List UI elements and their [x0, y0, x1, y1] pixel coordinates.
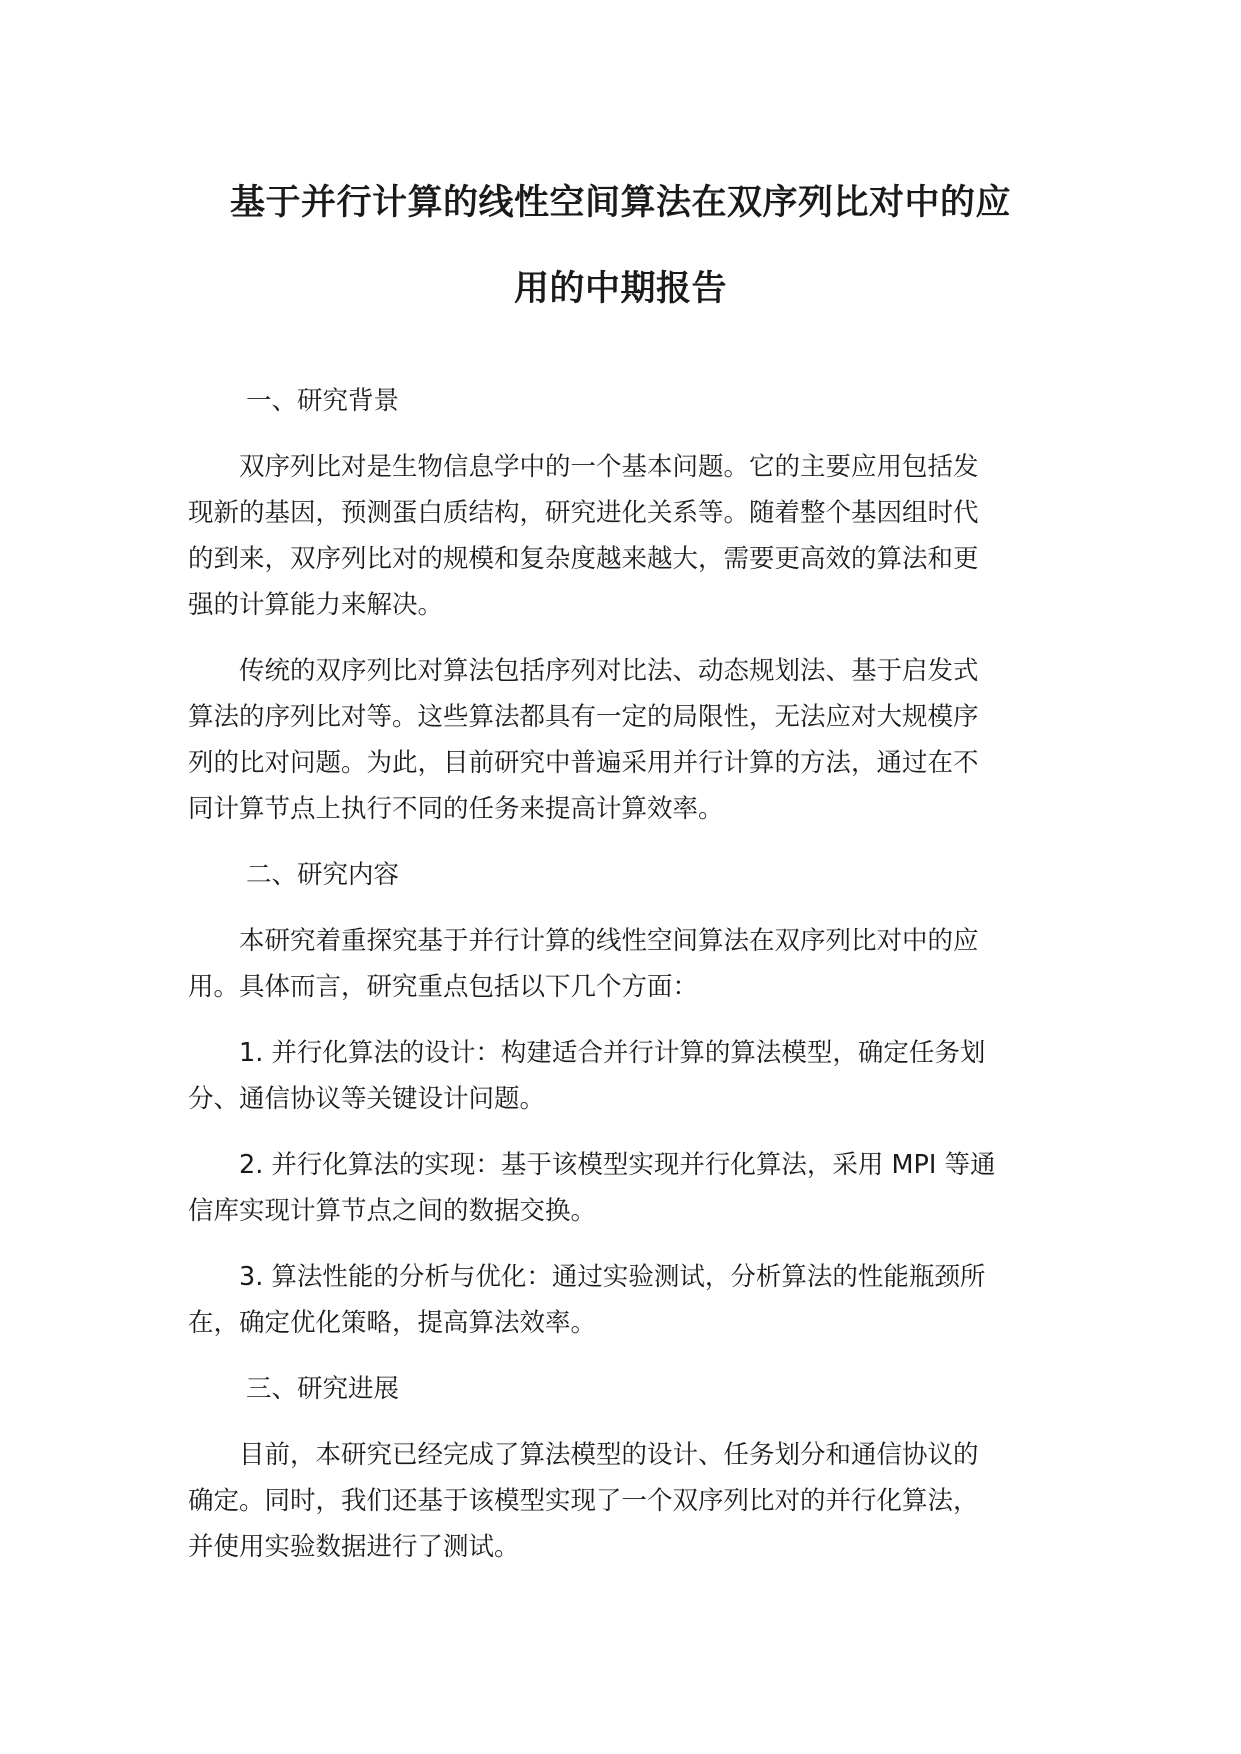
section-heading-background: 一、研究背景 [246, 386, 400, 416]
paragraph-line: 在，确定优化策略，提高算法效率。 [188, 1308, 597, 1338]
paragraph-line: 确定。同时，我们还基于该模型实现了一个双序列比对的并行化算法， [188, 1486, 979, 1516]
paragraph-line: 3. 算法性能的分析与优化：通过实验测试，分析算法的性能瓶颈所 [188, 1262, 986, 1292]
paragraph-line: 同计算节点上执行不同的任务来提高计算效率。 [188, 794, 724, 824]
paragraph-line: 现新的基因，预测蛋白质结构，研究进化关系等。随着整个基因组时代 [188, 498, 979, 528]
paragraph-line: 的到来，双序列比对的规模和复杂度越来越大，需要更高效的算法和更 [188, 544, 979, 574]
paragraph-background-2 [188, 648, 1043, 832]
paragraph-line: 2. 并行化算法的实现：基于该模型实现并行化算法，采用 MPI 等通 [188, 1150, 996, 1180]
paragraph-line: 列的比对问题。为此，目前研究中普遍采用并行计算的方法，通过在不 [188, 748, 979, 778]
paragraph-line: 1. 并行化算法的设计：构建适合并行计算的算法模型，确定任务划 [188, 1038, 986, 1068]
paragraph-content-intro [188, 918, 1043, 1010]
paragraph-line: 用。具体而言，研究重点包括以下几个方面： [188, 972, 699, 1002]
paragraph-line: 传统的双序列比对算法包括序列对比法、动态规划法、基于启发式 [188, 656, 979, 686]
paragraph-line: 强的计算能力来解决。 [188, 590, 444, 620]
title-line-1: 基于并行计算的线性空间算法在双序列比对中的应 [229, 183, 1011, 223]
report-title [150, 160, 1091, 332]
section-heading-content: 二、研究内容 [246, 860, 400, 890]
paragraph-line: 信库实现计算节点之间的数据交换。 [188, 1196, 597, 1226]
document-body [188, 378, 1043, 1590]
paragraph-line: 并使用实验数据进行了测试。 [188, 1532, 520, 1562]
list-item-1 [188, 1030, 1043, 1122]
paragraph-progress [188, 1432, 1043, 1570]
paragraph-line: 双序列比对是生物信息学中的一个基本问题。它的主要应用包括发 [188, 452, 979, 482]
paragraph-line: 目前，本研究已经完成了算法模型的设计、任务划分和通信协议的 [188, 1440, 979, 1470]
list-item-3 [188, 1254, 1043, 1346]
paragraph-line: 本研究着重探究基于并行计算的线性空间算法在双序列比对中的应 [188, 926, 979, 956]
paragraph-line: 算法的序列比对等。这些算法都具有一定的局限性，无法应对大规模序 [188, 702, 979, 732]
section-heading-progress: 三、研究进展 [246, 1374, 400, 1404]
paragraph-line: 分、通信协议等关键设计问题。 [188, 1084, 546, 1114]
list-item-2 [188, 1142, 1043, 1234]
title-line-2: 用的中期报告 [513, 269, 727, 309]
paragraph-background-1 [188, 444, 1043, 628]
